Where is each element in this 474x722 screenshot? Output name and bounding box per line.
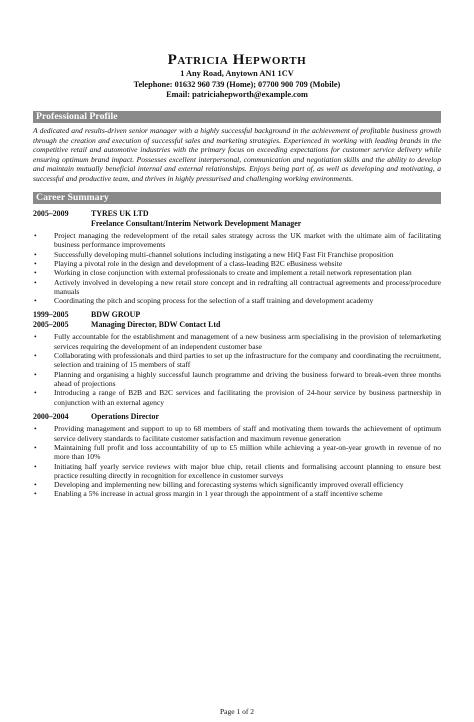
candidate-name: Patricia Hepworth — [167, 52, 307, 68]
bullet-text: Coordinating the pitch and scoping process for the selection of a staff training and development academy — [54, 296, 374, 306]
job-company: BDW GROUP — [91, 310, 141, 320]
bullet-item — [33, 351, 441, 370]
job-header — [33, 412, 441, 422]
bullet-dot: • — [34, 489, 37, 499]
bullet-text: Maintaining full profit and loss accountability of up to £5 million while achieving a year-on-year growth in revenue of no more than 10% — [54, 442, 441, 462]
bullet-dot: • — [34, 296, 37, 306]
bullet-dot: • — [34, 424, 37, 434]
bullet-dot: • — [34, 369, 37, 379]
bullet-dot: • — [34, 249, 37, 259]
bullet-text: Working in close conjunction with external professionals to create and implement a retail network representation plan — [54, 268, 412, 278]
bullet-text: Collaborating with professionals and third parties to set up the infrastructure for the company and coordinating the recruitment, selection and training of 15 members of staff — [54, 351, 441, 370]
job-entry — [33, 209, 441, 305]
bullet-text: Successfully developing multi-channel solutions including instigating a new HiQ Fast Fit Franchise proposition — [54, 249, 394, 259]
bullet-text: Planning and organising a highly successful launch programme and driving the business forward to break-even three months ahead of projections — [54, 369, 441, 388]
bullet-text: Project managing the redevelopment of the retail sales strategy across the UK market with the ultimate aim of facilitating business performance improvements — [54, 231, 441, 250]
bullet-dot: • — [34, 442, 37, 452]
bullet-item — [33, 462, 441, 481]
bullet-item — [33, 231, 441, 250]
contact-block — [33, 69, 441, 101]
job-dates — [33, 209, 91, 228]
bullet-text: Enabling a 5% increase in actual gross margin in 1 year through the appointment of a staff incentive scheme — [54, 489, 383, 499]
bullet-text: Introducing a range of B2B and B2C services and facilitating the provision of 24-hour service by business partnership in conjunction with an external agency — [54, 388, 441, 407]
bullet-item — [33, 332, 441, 351]
job-titles — [91, 412, 441, 422]
page-number: Page 1 of 2 — [220, 707, 254, 716]
bullet-dot: • — [34, 258, 37, 268]
job-header — [33, 209, 441, 228]
address-line: 1 Any Road, Anytown AN1 1CV — [180, 69, 294, 78]
bullet-item — [33, 388, 441, 407]
section-heading-profile: Professional Profile — [33, 111, 441, 124]
job-entry — [33, 310, 441, 406]
bullet-text: Initiating half yearly service reviews with major blue chip, retail clients and formalising account planning to ensure best practice resulting directly in recognition for excellence in customer surveys — [54, 461, 441, 480]
job-entry — [33, 412, 441, 499]
bullet-text: Playing a pivotal role in the design and development of a class-leading B2C eBusiness website — [54, 258, 343, 268]
job-header — [33, 310, 441, 329]
telephone-line: Telephone: 01632 960 739 (Home); 07700 900 709 (Mobile) — [133, 79, 341, 89]
bullet-item — [33, 424, 441, 443]
job-company: TYRES UK LTD — [91, 209, 149, 219]
bullet-dot: • — [34, 268, 37, 278]
bullet-dot: • — [34, 332, 37, 342]
bullet-dot: • — [34, 231, 37, 241]
job-date: 1999–2005 — [33, 310, 69, 320]
bullet-item — [33, 443, 441, 462]
profile-paragraph: A dedicated and results-driven senior manager with a highly successful background in the achievement of profitable business growth through the creation and execution of successful sales and marketing strategies. Experienced in working with leading brands in the competitive retail and automotive industries with the primary focus on exceeding expectations for customer service delivery while ensuring optimum brand impact. Possesses excellent interpersonal, communication and negotiation skills and the ability to develop and maintain mutually beneficial internal and external relationships. Enjoys being part of, as well as developing and motivating, a successful and productive team, and thrives in highly pressurised and challenging working environments. — [33, 126, 441, 184]
bullet-dot: • — [34, 351, 37, 361]
job-titles — [91, 209, 441, 228]
bullet-text: Developing and implementing new billing and forecasting systems which significantly improved overall efficiency — [54, 480, 404, 490]
job-dates — [33, 412, 91, 422]
section-heading-career: Career Summary — [33, 192, 441, 205]
job-date: 2005–2005 — [33, 319, 69, 329]
bullet-dot: • — [34, 480, 37, 490]
bullet-dot: • — [34, 388, 37, 398]
bullet-item — [33, 489, 441, 498]
bullet-item — [33, 259, 441, 268]
job-date: 2005–2009 — [33, 209, 69, 219]
job-titles — [91, 310, 441, 329]
email-line: Email: patriciahepworth@example.com — [166, 90, 308, 100]
job-role: Managing Director, BDW Contact Ltd — [91, 319, 221, 329]
bullet-dot: • — [34, 461, 37, 471]
job-bullets — [33, 332, 441, 406]
job-role: Operations Director — [91, 411, 160, 421]
bullet-item — [33, 370, 441, 389]
bullet-item — [33, 480, 441, 489]
bullet-item — [33, 296, 441, 305]
bullet-item — [33, 250, 441, 259]
bullet-dot: • — [34, 277, 37, 287]
job-dates — [33, 310, 91, 329]
job-bullets — [33, 231, 441, 305]
bullet-text: Actively involved in developing a new retail store concept and in redrafting all contractual agreements and process/procedure manuals — [54, 277, 441, 296]
job-date: 2000–2004 — [33, 411, 69, 421]
resume-page — [0, 52, 474, 722]
bullet-item — [33, 278, 441, 297]
bullet-text: Providing management and support to up to 68 members of staff and motivating them towards the achievement of optimum service delivery standards to facilitate customer satisfaction and maximum revenue generation — [54, 424, 441, 443]
job-role: Freelance Consultant/Interim Network Development Manager — [91, 218, 302, 228]
bullet-text: Fully accountable for the establishment and management of a new business arm specialising in the provision of telemarketing services requiring the development of an independent customer base — [54, 332, 441, 351]
bullet-item — [33, 268, 441, 277]
job-bullets — [33, 424, 441, 498]
